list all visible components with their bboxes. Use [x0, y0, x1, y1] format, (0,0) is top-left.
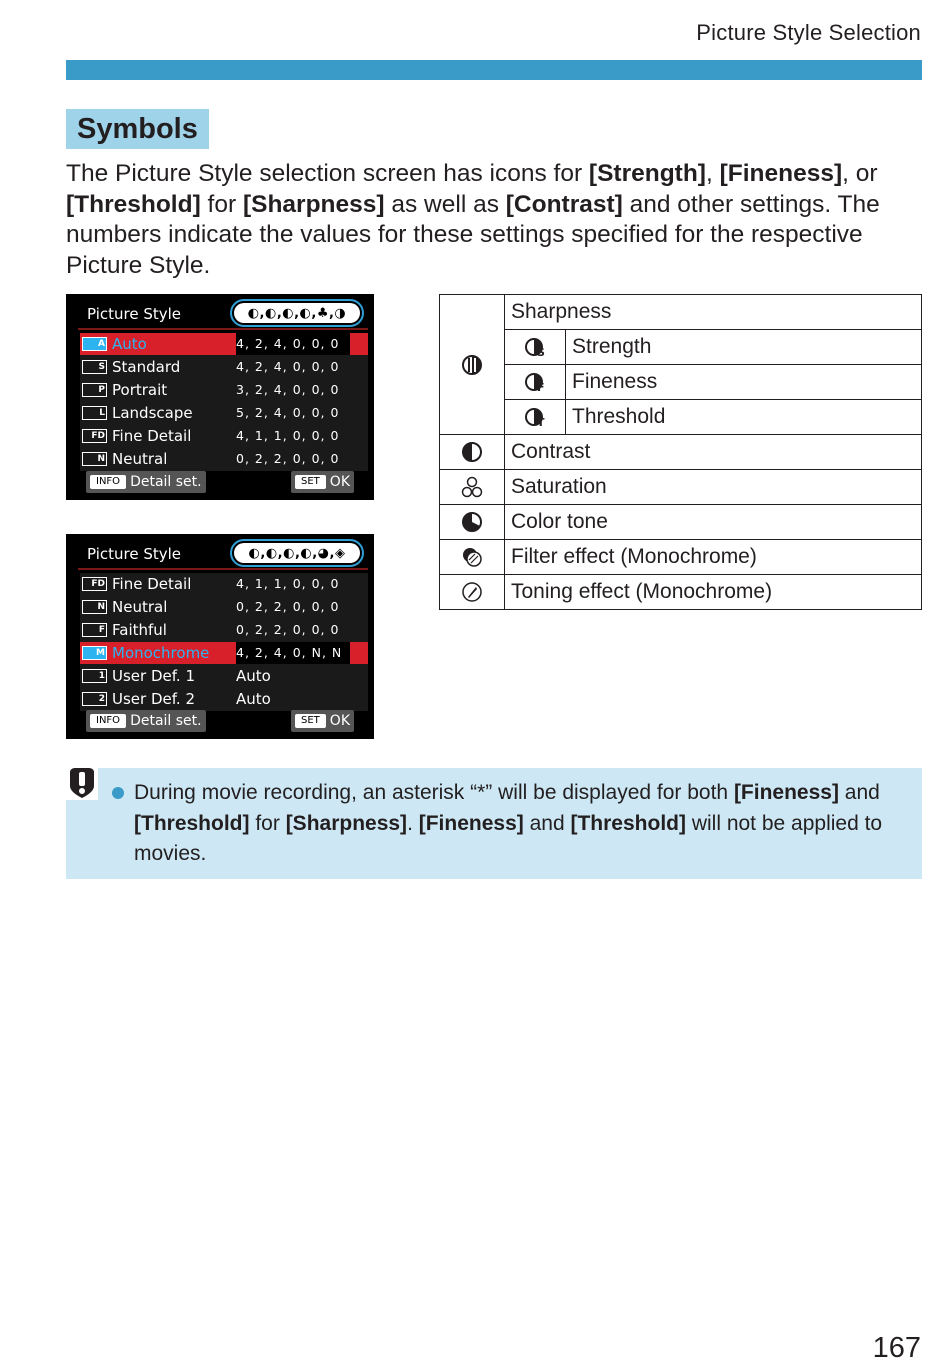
contrast-label: Contrast: [505, 435, 922, 470]
setting-icons-badge: [230, 539, 364, 567]
style-values: 5, 2, 4, 0, 0, 0: [236, 405, 340, 420]
divider: [78, 568, 368, 570]
screen-footer: [86, 471, 354, 495]
style-values: 4, 1, 1, 0, 0, 0: [236, 428, 340, 443]
style-name: Standard: [112, 358, 181, 376]
sharpness-icon: [461, 354, 483, 376]
style-values: Auto: [236, 690, 271, 708]
screen-title: Picture Style: [87, 305, 182, 323]
table-row: [440, 435, 922, 470]
symbols-table: [439, 294, 922, 610]
style-icon: M: [82, 646, 107, 660]
style-icon: F: [82, 623, 107, 637]
sharpness-label: Sharpness: [505, 295, 922, 330]
setting-icons-badge: [230, 299, 364, 327]
saturation-icon: [461, 476, 483, 498]
caution-note: [66, 768, 922, 879]
style-list: [80, 573, 368, 711]
style-name: Neutral: [112, 598, 168, 616]
detail-set-button[interactable]: [86, 471, 206, 493]
style-icon: 2: [82, 692, 107, 706]
detail-set-label: Detail set.: [130, 713, 202, 729]
style-icon: L: [82, 406, 107, 420]
saturation-label: Saturation: [505, 470, 922, 505]
divider: [78, 328, 368, 330]
set-tag: SET: [295, 475, 326, 489]
list-item[interactable]: [80, 333, 368, 356]
filter-effect-label: Filter effect (Monochrome): [505, 540, 922, 575]
style-name: Landscape: [112, 404, 193, 422]
threshold-icon: [524, 406, 546, 428]
toning-effect-label: Toning effect (Monochrome): [505, 575, 922, 610]
ok-label: OK: [329, 474, 350, 490]
style-values: 0, 2, 2, 0, 0, 0: [236, 599, 340, 614]
style-icon: N: [82, 452, 107, 466]
style-values: 0, 2, 2, 0, 0, 0: [236, 451, 340, 466]
style-name: Fine Detail: [112, 427, 192, 445]
table-row: [440, 330, 922, 365]
style-values: Auto: [236, 667, 271, 685]
style-values: 4, 2, 4, 0, 0, 0: [236, 333, 350, 355]
list-item[interactable]: [80, 573, 368, 596]
contrast-icon: [461, 441, 483, 463]
list-item[interactable]: [80, 642, 368, 665]
info-tag: INFO: [90, 714, 126, 728]
filter-effect-icon: [461, 546, 483, 568]
list-item[interactable]: [80, 356, 368, 379]
intro-paragraph: The Picture Style selection screen has icons for [Strength], [Fineness], or [Threshold] for [Sharpness] as well as [Contrast] and other settings. The numbers indicate the values for these settings specified for the respective Picture Style.: [66, 160, 880, 279]
filter-effect-icon-cell: [440, 540, 505, 575]
threshold-icon-cell: [505, 400, 566, 435]
camera-screen-picture-style-2: [66, 534, 374, 739]
style-name: Neutral: [112, 450, 168, 468]
list-item[interactable]: [80, 425, 368, 448]
ok-button[interactable]: [291, 471, 354, 493]
style-name: Fine Detail: [112, 575, 192, 593]
set-tag: SET: [295, 714, 326, 728]
page-number: 167: [872, 1332, 921, 1364]
list-item[interactable]: [80, 688, 368, 711]
threshold-label: Threshold: [566, 400, 922, 435]
style-icon: S: [82, 360, 107, 374]
style-name: Faithful: [112, 621, 167, 639]
detail-set-button[interactable]: [86, 710, 206, 732]
table-row: [440, 365, 922, 400]
info-tag: INFO: [90, 475, 126, 489]
screen-footer: [86, 710, 354, 734]
style-name: Portrait: [112, 381, 168, 399]
caution-icon: [66, 768, 98, 800]
table-row: [440, 575, 922, 610]
screen-title: Picture Style: [87, 545, 182, 563]
table-row: [440, 470, 922, 505]
color-tone-label: Color tone: [505, 505, 922, 540]
toning-effect-icon: [461, 581, 483, 603]
style-values: 0, 2, 2, 0, 0, 0: [236, 622, 340, 637]
strength-icon: [524, 336, 546, 358]
style-values: 4, 2, 4, 0, 0, 0: [236, 359, 340, 374]
running-header: Picture Style Selection: [696, 20, 921, 45]
style-name: User Def. 1: [112, 667, 196, 685]
fineness-icon-cell: [505, 365, 566, 400]
setting-icons: ◐,◐,◐,◐,◕,◈: [234, 543, 360, 563]
list-item[interactable]: [80, 596, 368, 619]
bullet-dot: [112, 787, 124, 799]
strength-icon-cell: [505, 330, 566, 365]
table-row: [440, 505, 922, 540]
table-row: [440, 540, 922, 575]
table-row: [440, 295, 922, 330]
section-heading: Symbols: [66, 109, 209, 149]
color-tone-icon-cell: [440, 505, 505, 540]
contrast-icon-cell: [440, 435, 505, 470]
style-values: 4, 2, 4, 0, N, N: [236, 642, 350, 664]
style-icon: FD: [82, 577, 107, 591]
svg-text:T: T: [537, 416, 545, 429]
ok-button[interactable]: [291, 710, 354, 732]
style-name: Monochrome: [112, 644, 210, 662]
header-accent-bar: [66, 60, 922, 80]
setting-icons: ◐,◐,◐,◐,♣,◑: [234, 303, 360, 323]
list-item[interactable]: [80, 619, 368, 642]
svg-text:F: F: [537, 381, 545, 394]
style-name: User Def. 2: [112, 690, 196, 708]
style-values: 4, 1, 1, 0, 0, 0: [236, 576, 340, 591]
fineness-label: Fineness: [566, 365, 922, 400]
strength-label: Strength: [566, 330, 922, 365]
ok-label: OK: [329, 713, 350, 729]
camera-screen-picture-style-1: [66, 294, 374, 500]
color-tone-icon: [461, 511, 483, 533]
table-row: [440, 400, 922, 435]
toning-effect-icon-cell: [440, 575, 505, 610]
style-icon: 1: [82, 669, 107, 683]
caution-text: During movie recording, an asterisk “*” will be displayed for both [Fineness] and [Threshold] for [Sharpness]. [Fineness] and [Threshold] will not be applied to movies.: [134, 781, 883, 865]
style-icon: N: [82, 600, 107, 614]
detail-set-label: Detail set.: [130, 474, 202, 490]
list-item[interactable]: [80, 448, 368, 471]
style-icon: A: [82, 337, 107, 351]
list-item[interactable]: [80, 379, 368, 402]
svg-text:S: S: [537, 346, 545, 359]
fineness-icon: [524, 371, 546, 393]
style-list: [80, 333, 368, 471]
sharpness-icon-cell: [440, 295, 505, 435]
style-icon: FD: [82, 429, 107, 443]
saturation-icon-cell: [440, 470, 505, 505]
list-item[interactable]: [80, 402, 368, 425]
style-icon: P: [82, 383, 107, 397]
style-name: Auto: [112, 335, 147, 353]
style-values: 3, 2, 4, 0, 0, 0: [236, 382, 340, 397]
list-item[interactable]: [80, 665, 368, 688]
